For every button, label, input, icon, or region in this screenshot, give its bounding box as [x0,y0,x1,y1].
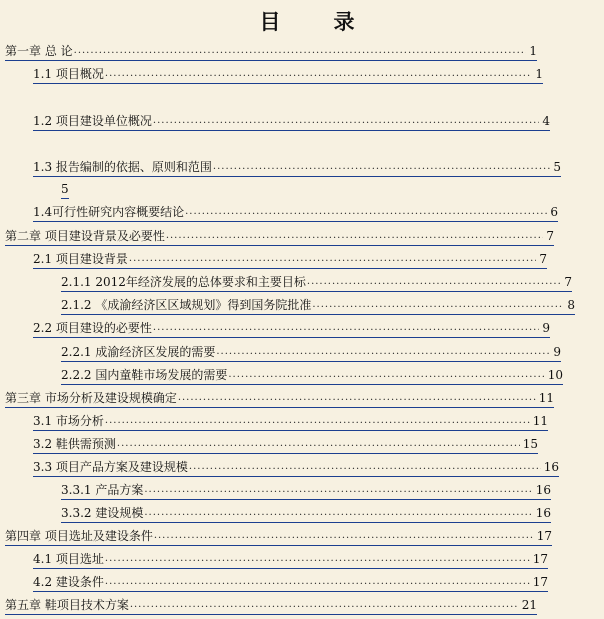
toc-entry-label: 4.1 项目选址 [33,552,104,566]
toc-entry-3-1[interactable] [33,413,548,431]
toc-entry-3-3-2[interactable] [61,505,551,523]
dot-leader [312,297,564,313]
dot-leader [105,551,530,567]
toc-entry-page: 16 [535,483,551,497]
dot-leader [144,482,532,498]
dot-leader [216,344,550,360]
toc-entry-label: 第一章 总 论 [5,44,73,58]
toc-entry-2-1[interactable] [33,251,547,269]
toc-entry-2-2[interactable] [33,320,550,338]
dot-leader [228,367,544,383]
toc-entry-label: 1.1 项目概况 [33,67,104,81]
toc-entry-label: 3.1 市场分析 [33,414,104,428]
toc-entry-chapter-1[interactable] [5,43,537,61]
toc-entry-page: 10 [547,368,563,382]
toc-entry-chapter-5[interactable] [5,597,537,615]
toc-entry-1-1[interactable] [33,66,543,84]
toc-entry-page: 15 [522,437,538,451]
toc-entry-1-3[interactable] [33,159,561,177]
dot-leader [105,574,530,590]
toc-entry-label: 2.2.1 成渝经济区发展的需要 [61,345,216,359]
toc-entry-1-3-page-wrap[interactable]: 5 [61,181,69,199]
toc-entry-page: 7 [546,229,554,243]
toc-entry-chapter-4[interactable] [5,528,552,546]
dot-leader [154,528,534,544]
toc-entry-3-3-1[interactable] [61,482,551,500]
dot-leader [129,251,536,267]
toc-entry-4-2[interactable] [33,574,548,592]
toc-entry-label: 1.4可行性研究内容概要结论 [33,205,185,219]
toc-entry-page: 5 [553,160,561,174]
dot-leader [130,597,519,613]
toc-entry-2-1-1[interactable] [61,274,572,292]
dot-leader [307,274,561,290]
toc-entry-2-2-2[interactable] [61,367,563,385]
dot-leader [153,113,539,129]
dot-leader [185,204,547,220]
toc-entry-page: 8 [567,298,575,312]
toc-entry-page: 1 [535,67,543,81]
toc-entry-label: 第二章 项目建设背景及必要性 [5,229,165,243]
toc-entry-page: 16 [535,506,551,520]
toc-entry-page: 17 [532,552,548,566]
dot-leader [105,413,530,429]
toc-entry-4-1[interactable] [33,551,548,569]
toc-entry-label: 2.2.2 国内童鞋市场发展的需要 [61,368,228,382]
toc-entry-label: 3.2 鞋供需预测 [33,437,116,451]
page-title: 目 录 [259,9,371,34]
dot-leader [153,320,539,336]
toc-entry-page: 7 [539,252,547,266]
dot-leader [74,43,527,59]
toc-entry-page: 9 [542,321,550,335]
toc-entry-label: 1.2 项目建设单位概况 [33,114,152,128]
dot-leader [189,459,541,475]
toc-entry-chapter-3[interactable] [5,390,554,408]
toc-entry-page: 11 [538,391,554,405]
toc-entry-page: 16 [543,460,559,474]
toc-entry-page: 7 [564,275,572,289]
dot-leader [105,66,532,82]
toc-entry-page: 6 [550,205,558,219]
toc-entry-3-3[interactable] [33,459,559,477]
toc-entry-page: 1 [529,44,537,58]
toc-entry-page: 21 [521,598,537,612]
toc-entry-page: 4 [542,114,550,128]
dot-leader [213,159,550,175]
toc-entry-2-2-1[interactable] [61,344,561,362]
toc-entry-chapter-2[interactable] [5,228,554,246]
toc-entry-label: 第四章 项目选址及建设条件 [5,529,153,543]
toc-entry-label: 2.1 项目建设背景 [33,252,128,266]
toc-entry-label: 第五章 鞋项目技术方案 [5,598,129,612]
toc-entry-label: 3.3.2 建设规模 [61,506,144,520]
toc-entry-page: 17 [532,575,548,589]
toc-entry-label: 4.2 建设条件 [33,575,104,589]
toc-entry-label: 1.3 报告编制的依据、原则和范围 [33,160,212,174]
toc-entry-label: 2.1.1 2012年经济发展的总体要求和主要目标 [61,275,306,289]
dot-leader [178,390,536,406]
toc-entry-page: 17 [536,529,552,543]
toc-entry-label: 第三章 市场分析及建设规模确定 [5,391,177,405]
toc-entry-label: 3.3 项目产品方案及建设规模 [33,460,188,474]
toc-entry-3-2[interactable] [33,436,538,454]
toc-entry-label: 3.3.1 产品方案 [61,483,144,497]
toc-entry-page: 11 [532,414,548,428]
toc-entry-2-1-2[interactable] [61,297,575,315]
dot-leader [144,505,532,521]
toc-entry-1-4[interactable] [33,204,558,222]
dot-leader [117,436,520,452]
dot-leader [166,228,544,244]
toc-entry-label: 2.2 项目建设的必要性 [33,321,152,335]
toc-entry-label: 2.1.2 《成渝经济区区域规划》得到国务院批准 [61,298,312,312]
toc-entry-1-2[interactable] [33,113,550,131]
toc-entry-page: 9 [553,345,561,359]
